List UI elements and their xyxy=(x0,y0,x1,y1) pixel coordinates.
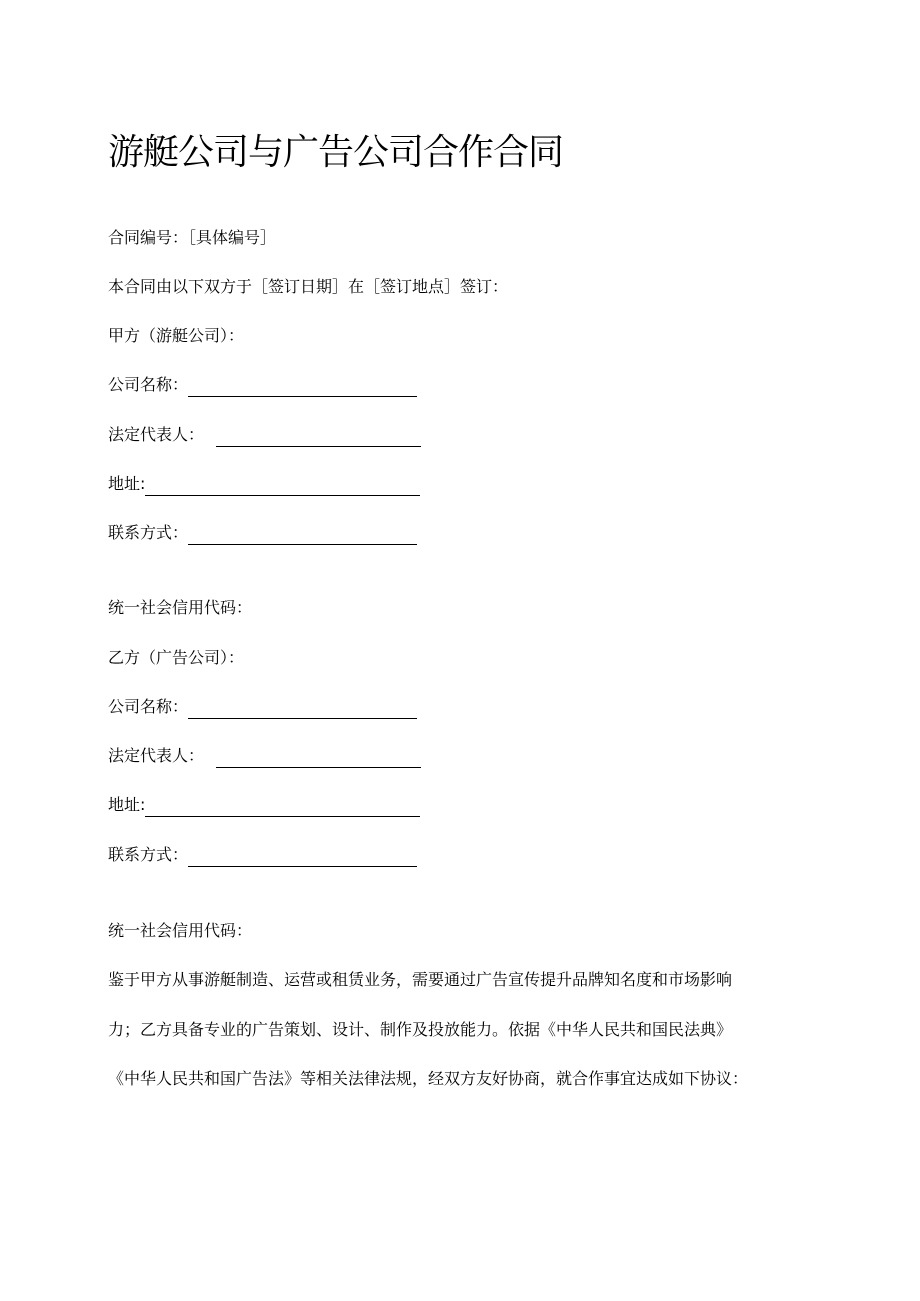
party-b-name-label: 公司名称： xyxy=(108,697,189,716)
party-b-heading: 乙方（广告公司）： xyxy=(108,648,245,667)
party-a-contact-blank[interactable] xyxy=(188,526,417,545)
party-b-rep-field xyxy=(108,744,421,768)
party-a-address-field xyxy=(108,472,420,496)
party-b-address-field xyxy=(108,793,420,817)
contract-intro: 本合同由以下双方于［签订日期］在［签订地点］签订： xyxy=(108,277,509,296)
party-b-credit-code: 统一社会信用代码： xyxy=(108,921,253,940)
party-b-name-blank[interactable] xyxy=(188,700,417,719)
party-a-credit-code: 统一社会信用代码： xyxy=(108,598,253,617)
party-b-rep-label: 法定代表人： xyxy=(108,746,205,765)
party-b-rep-blank[interactable] xyxy=(216,749,421,768)
party-b-address-label: 地址: xyxy=(108,795,146,814)
party-a-name-blank[interactable] xyxy=(188,378,417,397)
party-a-contact-label: 联系方式： xyxy=(108,523,189,542)
party-b-address-blank[interactable] xyxy=(145,798,420,817)
contract-number: 合同编号：［具体编号］ xyxy=(108,228,277,247)
party-a-name-label: 公司名称： xyxy=(108,375,189,394)
party-a-contact-field xyxy=(108,521,417,545)
party-a-rep-label: 法定代表人： xyxy=(108,425,205,444)
party-a-address-blank[interactable] xyxy=(145,477,420,496)
party-a-rep-blank[interactable] xyxy=(216,428,421,447)
preamble-line: 力；乙方具备专业的广告策划、设计、制作及投放能力。依据《中华人民共和国民法典》 xyxy=(108,1020,733,1039)
party-a-address-label: 地址: xyxy=(108,474,146,493)
party-a-rep-field xyxy=(108,423,421,447)
party-b-contact-blank[interactable] xyxy=(188,848,417,867)
party-a-name-field xyxy=(108,373,417,397)
document-title: 游艇公司与广告公司合作合同 xyxy=(108,132,564,173)
party-a-heading: 甲方（游艇公司）： xyxy=(108,326,245,345)
party-b-contact-field xyxy=(108,843,417,867)
preamble-line: 《中华人民共和国广告法》等相关法律法规，经双方友好协商，就合作事宜达成如下协议： xyxy=(108,1069,749,1088)
party-b-contact-label: 联系方式： xyxy=(108,845,189,864)
preamble-line: 鉴于甲方从事游艇制造、运营或租赁业务，需要通过广告宣传提升品牌知名度和市场影响 xyxy=(108,970,733,989)
party-b-name-field xyxy=(108,695,417,719)
